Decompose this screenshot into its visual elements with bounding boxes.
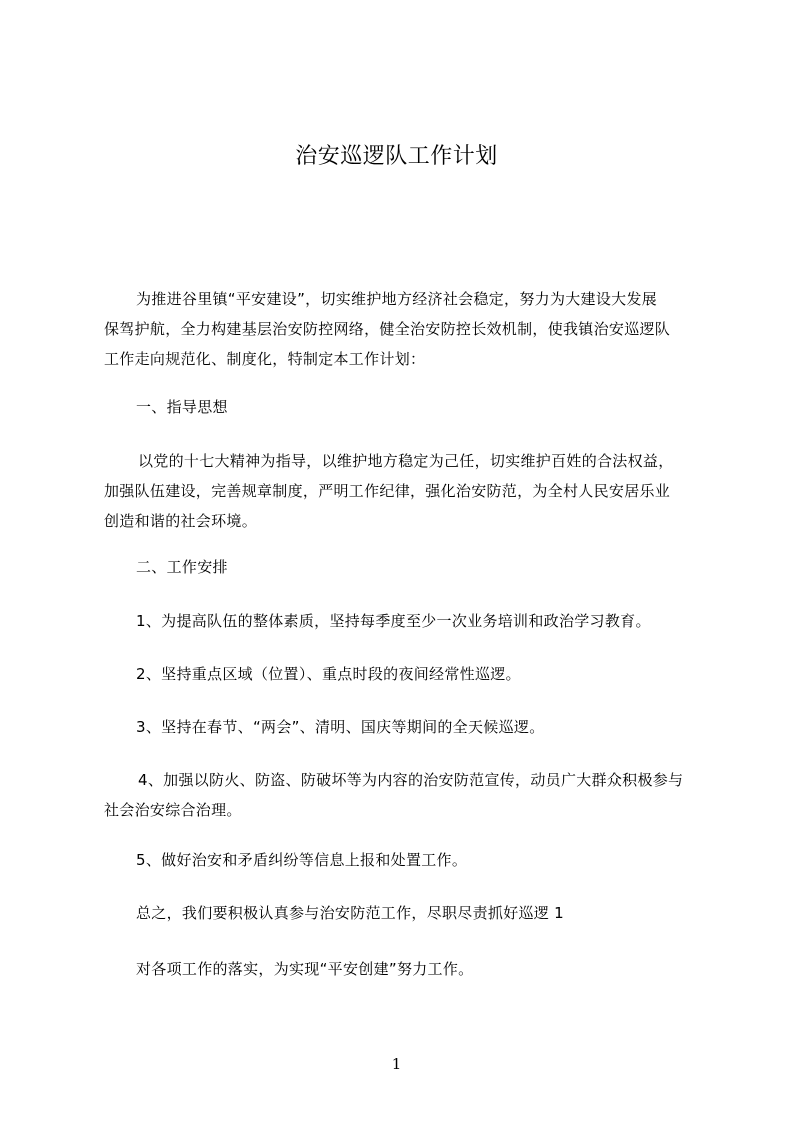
arrangement-item-3: 3、坚持在春节、“两会”、清明、国庆等期间的全天候巡逻。 bbox=[136, 718, 545, 736]
arrangement-item-2: 2、坚持重点区域（位置）、重点时段的夜间经常性巡逻。 bbox=[136, 665, 521, 683]
section-heading-guiding-thought: 一、指导思想 bbox=[136, 398, 228, 416]
arrangement-item-4: 4、加强以防火、防盗、防破坏等为内容的治安防范宣传，动员广大群众积极参与 社会治安综合治理。 bbox=[104, 771, 684, 819]
guiding-thought-line: 加强队伍建设，完善规章制度，严明工作纪律，强化治安防范，为全村人民安居乐业 bbox=[104, 482, 671, 500]
intro-paragraph bbox=[104, 284, 714, 374]
closing-line-1: 总之，我们要积极认真参与治安防范工作，尽职尽责抓好巡逻 1 bbox=[136, 904, 565, 922]
closing-line-2: 对各项工作的落实，为实现“平安创建”努力工作。 bbox=[136, 960, 474, 978]
intro-line: 工作走向规范化、制度化，特制定本工作计划： bbox=[104, 350, 426, 368]
guiding-thought-line: 创造和谐的社会环境。 bbox=[104, 512, 258, 530]
section-heading-work-arrangement: 二、工作安排 bbox=[136, 558, 228, 576]
guiding-thought-line: 以党的十七大精神为指导，以维护地方稳定为己任，切实维护百姓的合法权益， bbox=[138, 452, 674, 470]
page-title: 治安巡逻队工作计划 bbox=[295, 144, 498, 169]
guiding-thought-paragraph bbox=[104, 446, 714, 536]
intro-line: 为推进谷里镇“平安建设”，切实维护地方经济社会稳定，努力为大建设大发展 bbox=[136, 290, 658, 308]
arrangement-item-5: 5、做好治安和矛盾纠纷等信息上报和处置工作。 bbox=[136, 851, 468, 869]
arrangement-item-1: 1、为提高队伍的整体素质，坚持每季度至少一次业务培训和政治学习教育。 bbox=[136, 612, 651, 630]
intro-line: 保驾护航，全力构建基层治安防控网络，健全治安防控长效机制，使我镇治安巡逻队 bbox=[104, 320, 671, 338]
page-number: 1 bbox=[391, 1055, 402, 1073]
